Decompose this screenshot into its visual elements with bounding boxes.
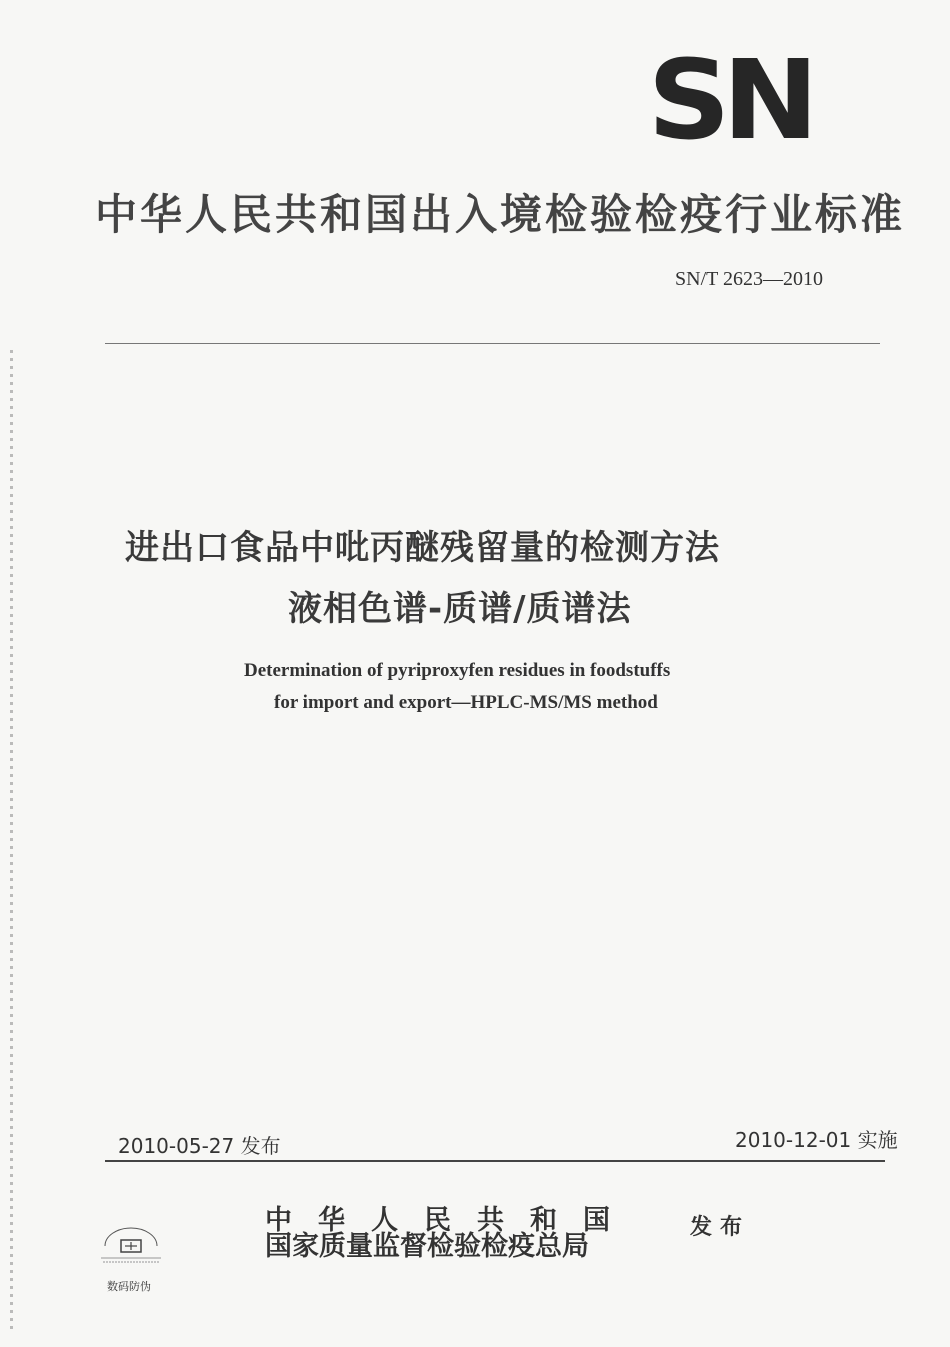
- standard-number: SN/T 2623—2010: [675, 268, 823, 290]
- issuer-country: 中华人民共和国: [265, 1205, 636, 1236]
- sn-logo: [636, 36, 822, 164]
- publisher-seal: [95, 1222, 167, 1272]
- issuer-agency: 国家质量监督检验检疫总局: [265, 1231, 589, 1262]
- publisher-seal-icon: [95, 1222, 167, 1272]
- issue-date: 2010-05-27 发布: [118, 1134, 281, 1158]
- scan-edge-marks: [10, 350, 13, 1330]
- sn-logo-text: SN: [647, 36, 811, 164]
- document-title-cn-line1: 进出口食品中吡丙醚残留量的检测方法: [125, 528, 720, 568]
- publish-label: 发布: [690, 1214, 751, 1240]
- seal-caption: 数码防伪: [107, 1280, 151, 1293]
- header-divider: [105, 343, 880, 344]
- document-title-cn-line2: 液相色谱-质谱/质谱法: [288, 589, 632, 629]
- document-title-en-line1: Determination of pyriproxyfen residues in foodstuffs: [244, 660, 671, 681]
- industry-standard-title: 中华人民共和国出入境检验检疫行业标准: [95, 190, 906, 239]
- document-title-en-line2: for import and export—HPLC-MS/MS method: [274, 692, 658, 713]
- footer-divider: [105, 1160, 885, 1162]
- implementation-date: 2010-12-01 实施: [735, 1128, 898, 1152]
